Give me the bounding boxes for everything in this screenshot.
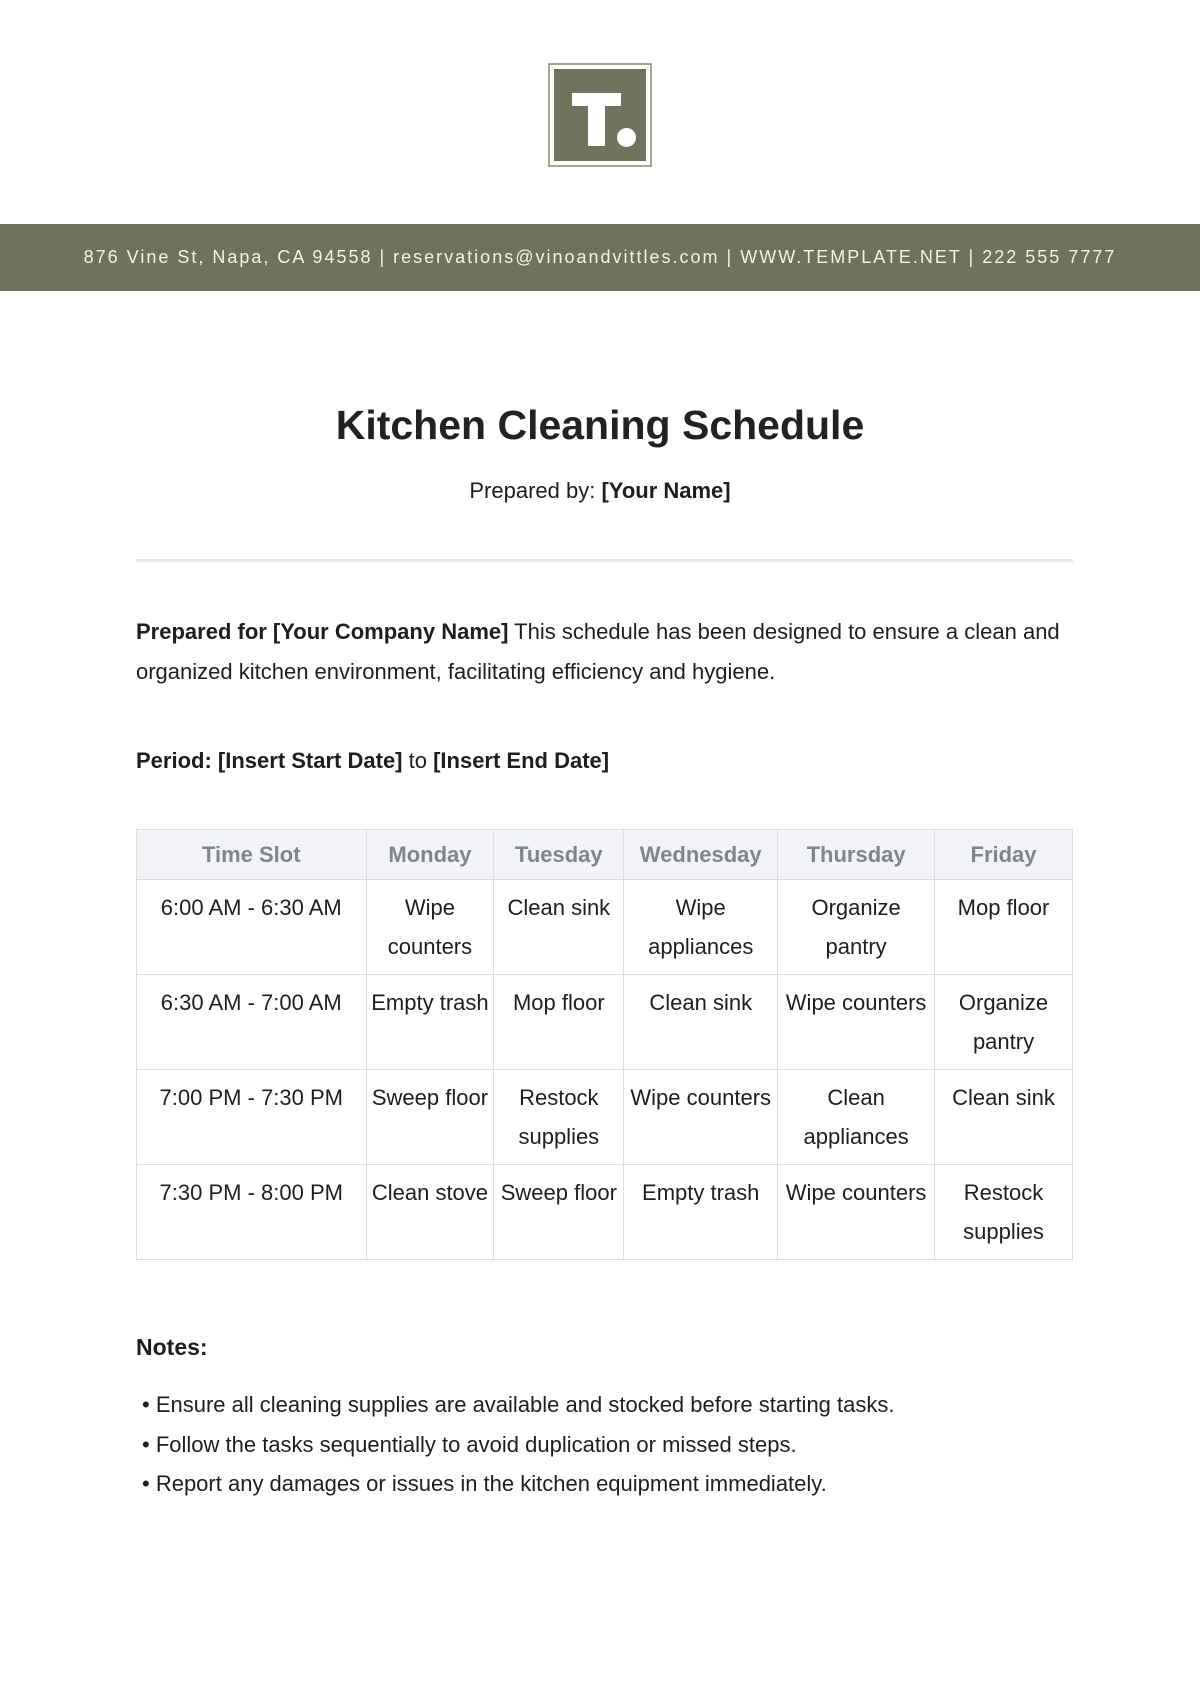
task-cell: Clean sink bbox=[494, 880, 624, 975]
note-item: • Follow the tasks sequentially to avoid duplication or missed steps. bbox=[142, 1425, 894, 1465]
table-row bbox=[137, 975, 1073, 1070]
task-cell: Empty trash bbox=[366, 975, 494, 1070]
schedule-table bbox=[136, 829, 1073, 1260]
task-cell: Restock supplies bbox=[935, 1165, 1073, 1260]
note-item: • Report any damages or issues in the kitchen equipment immediately. bbox=[142, 1464, 894, 1504]
period-label: Period: bbox=[136, 748, 218, 773]
task-cell: Wipe counters bbox=[624, 1070, 778, 1165]
header-cell: Thursday bbox=[778, 830, 935, 880]
notes-list bbox=[142, 1385, 894, 1504]
period-to: to bbox=[402, 748, 434, 773]
task-cell: Wipe appliances bbox=[624, 880, 778, 975]
divider bbox=[136, 559, 1073, 562]
header-cell: Wednesday bbox=[624, 830, 778, 880]
page-title: Kitchen Cleaning Schedule bbox=[335, 402, 865, 448]
table-row bbox=[137, 1070, 1073, 1165]
period-start: [Insert Start Date] bbox=[217, 748, 403, 773]
intro-text: This schedule has been designed to ensure a clean and organized kitchen environment, facilitating efficiency and hygiene. bbox=[136, 619, 1060, 684]
prepared-by-label: Prepared by: bbox=[469, 478, 602, 503]
prepared-by-value: [Your Name] bbox=[601, 478, 731, 503]
task-cell: Sweep floor bbox=[494, 1165, 624, 1260]
task-cell: Mop floor bbox=[494, 975, 624, 1070]
time-slot-cell: 6:30 AM - 7:00 AM bbox=[137, 975, 367, 1070]
header-cell: Time Slot bbox=[137, 830, 367, 880]
task-cell: Clean sink bbox=[935, 1070, 1073, 1165]
prepared-by bbox=[0, 478, 1200, 504]
period bbox=[136, 748, 609, 774]
task-cell: Empty trash bbox=[624, 1165, 778, 1260]
task-cell: Clean sink bbox=[624, 975, 778, 1070]
time-slot-cell: 7:00 PM - 7:30 PM bbox=[137, 1070, 367, 1165]
task-cell: Wipe counters bbox=[778, 1165, 935, 1260]
table-row bbox=[137, 1165, 1073, 1260]
table-row bbox=[137, 880, 1073, 975]
intro-paragraph bbox=[136, 612, 1076, 692]
task-cell: Restock supplies bbox=[494, 1070, 624, 1165]
table-header-row bbox=[137, 830, 1073, 880]
time-slot-cell: 7:30 PM - 8:00 PM bbox=[137, 1165, 367, 1260]
header-cell: Friday bbox=[935, 830, 1073, 880]
task-cell: Clean appliances bbox=[778, 1070, 935, 1165]
time-slot-cell: 6:00 AM - 6:30 AM bbox=[137, 880, 367, 975]
task-cell: Mop floor bbox=[935, 880, 1073, 975]
task-cell: Clean stove bbox=[366, 1165, 494, 1260]
company-logo bbox=[548, 63, 652, 167]
intro-bold: Prepared for [Your Company Name] bbox=[136, 619, 509, 644]
contact-banner: 876 Vine St, Napa, CA 94558 | reservations@vinoandvittles.com | WWW.TEMPLATE.NET | 222 555 7777 bbox=[0, 224, 1200, 291]
notes-heading: Notes: bbox=[136, 1334, 208, 1360]
task-cell: Sweep floor bbox=[366, 1070, 494, 1165]
task-cell: Wipe counters bbox=[366, 880, 494, 975]
note-item: • Ensure all cleaning supplies are available and stocked before starting tasks. bbox=[142, 1385, 894, 1425]
task-cell: Wipe counters bbox=[778, 975, 935, 1070]
task-cell: Organize pantry bbox=[935, 975, 1073, 1070]
header-cell: Monday bbox=[366, 830, 494, 880]
header-cell: Tuesday bbox=[494, 830, 624, 880]
task-cell: Organize pantry bbox=[778, 880, 935, 975]
period-end: [Insert End Date] bbox=[433, 748, 610, 773]
